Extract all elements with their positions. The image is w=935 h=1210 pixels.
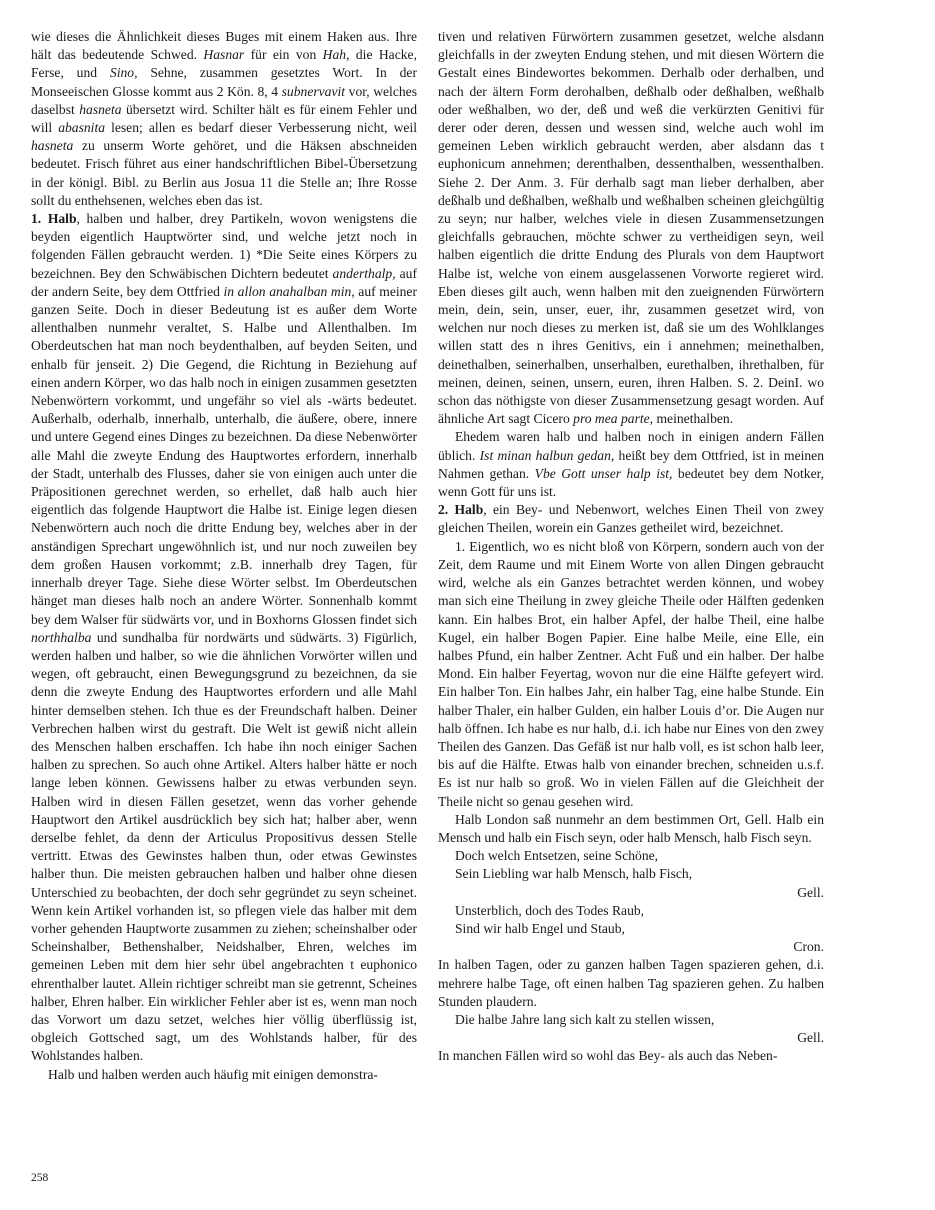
text: tiven und relativen Fürwörtern zusammen gesetzet, welche alsdann gleichfalls in der zweyten Endung stehen, und mit diesen Wörtern die Gestalt eines Bindewortes bekommen. Derhalb oder derhalben, und nach der ältern Form derohalben, deßhalb oder deßhalben, weßhalb oder weßhalben, wo der, deß und weß die verkürzten Genitivi für derer oder deren, dessen und wessen sind, welche auch wohl im gemeinen Leben wirklich gebraucht werden, aber alsdann das t euphonicum annehmen; derenthalben, dessenthalben, wessenthalben. Siehe 2. Der Anm. 3. Für derhalb sagt man lieber derhalben, aber deßhalb und deßhalben, weßhalb und weßhalben scheinen gleichgültig zu seyn; nur halber, welches viele in diesen Zusammensetzungen gleichfalls gebrauchen, möchte schwer zu vertheidigen seyn, weil halben eigentlich die dritte Endung des Plurals von dem Hauptwort Halbe ist, welche von einem ausgelassenen Vorworte regieret wird. Eben dieses gilt auch, wenn halben mit den zueignenden Fürwörtern mein, dein, sein, unser, euer, ihr, zusammen gesetzet wird, von welchen nur noch dieses zu merken ist, daß sie um des Wohlklanges willen statt des n ihres Genitivs, ein i annehmen; meinethalben, deinethalben, seinerhalben, unserhalben, eurethalben, ihrethalben, für meinen, deinen, seinen, unsern, euren, ihren Halben. S. 2. DeinI. wo schon das nöthigste von dieser Zusammensetzung gesagt worden. Auf ähnliche Art sagt Cicero: [438, 29, 824, 427]
italic-term: Vbe Gott unser halp ist,: [534, 465, 673, 481]
text: für ein von: [244, 47, 323, 63]
verse-line: Sind wir halb Engel und Staub,: [455, 920, 625, 936]
paragraph-demonstrative: Halb und halben werden auch häufig mit einigen demonstra-: [48, 1066, 378, 1082]
verse-line: Sein Liebling war halb Mensch, halb Fisch,: [455, 866, 693, 882]
text: und sundhalba für nordwärts und südwärts. 3) Figürlich, werden halben und halber, so wie die ähnlichen Vorwörter willen und wegen, oft gebraucht, einen Bewegungsgrund zu bezeichnen, da sie denn die zweyte Endung des Hauptwortes erfordern und alle Mahl hinter demselben stehen. Ich thue es der Freundschaft halben. Deiner Verbrechen halben wirst du gestraft. Die Welt ist gewiß nicht allein des Menschen halben erschaffen. Ich habe ihn noch einiger Sachen halben zu sprechen. So auch ohne Artikel. Alters halber hätte er noch lange leben können. Gewissens halber zu etwas verbunden seyn. Halben wird in diesen Fällen gesetzet, wenn das vorher gehende Hauptwort den Artikel ausdrücklich bey sich hat; halber aber, wenn derselbe fehlet, da denn der Articulus Propositivus dessen Stelle vertritt. Etwas des Gewinstes halben thun, oder etwas Gewinstes halber thun. Die meisten gebrauchen halben und halber ohne diesen Unterschied zu beobachten, der doch sehr gegründet zu seyn scheinet. Wenn kein Artikel vorhanden ist, so pflegen viele das halber mit dem vorher gehenden Hauptworte zusammen zu ziehen; scheinshalber oder Scheinshalber, Bethenshalber, Neidshalber, Ehren, welches im gemeinen Leben mit dem hier sehr übel angebrachten t euphonico ehrenthalber lautet. Allein richtiger schreibt man sie getrennt, Scheines halber, Ehren halber. Ein wirklicher Fehler aber ist es, wenn man noch das Vorwort um dazu setzet, welches hier völlig überflüssig ist, obgleich Gottsched sagt, um des Wohlstands halber, für des Wohlstandes halben.: [31, 629, 417, 1064]
text: , ein Bey- und Nebenwort, welches Einen Theil von zwey gleichen Theilen, worein ein Ganzes getheilet wird, bezeichnet.: [438, 502, 824, 536]
text: meinethalben.: [653, 411, 734, 427]
italic-term: pro mea parte,: [573, 411, 654, 427]
text: Ehedem waren halb und halben noch in einigen andern Fällen üblich.: [438, 429, 824, 463]
text: auf meiner ganzen Seite. Doch in dieser Bedeutung ist es außer dem Worte allenthalben nunmehr veraltet, S. Halbe und Allenthalben. Im Oberdeutschen hat man noch beydenthalben, auf beyden Seiten, und enhalb für jenseit. 2) Die Gegend, die Richtung in Beziehung auf einen andern Körper, wo das halb noch in einigen zusammen gesetzten Nebenwörtern vorkommt, und ungefähr so viel als -wärts bedeutet. Außerhalb, oderhalb, innerhalb, unterhalb, die äußere, obere, innere und untere Gegend eines Dinges zu bezeichnen. Da diese Nebenwörter alle Mahl die zweyte Endung des Hauptwortes erfordern, innerhalb der Stadt, unterhalb des Flusses, daher sie von einigen auch unter die Präpositionen gerechnet werden, so erhellet, daß halb auch hier eigentlich das folgende Hauptwort die Halbe ist. Einige legen diesen Nebenwörtern auch noch die dritte Endung bey, welches aber in der anständigen Sprechart ungewöhnlich ist, und nur noch zuweilen bey dem großen Hausen vorkommt; z.B. innerhalb drey Tagen, für innerhalb dreyer Tage. Siehe diese Wörter selbst. Im Oberdeutschen hänget man dieses halb noch an andere Wörter. Sonnenhalb kommt bey dem Walser für südwärts vor, und in Boxhorns Glossen findet sich: [31, 283, 417, 627]
text: heißt bey dem Ottfried, ist in meinen Nahmen gethan.: [438, 447, 825, 481]
paragraph-ehedem: [438, 428, 824, 501]
text: , halben und halber, drey Partikeln, wovon wenigstens die beyden eigentlich Hauptwörter sind, und welche jetzt noch in folgenden Fällen gebraucht werden. 1) *Die Seite eines Körpers zu bezeichnen. Bey den Schwäbischen Dichtern bedeutet: [31, 211, 417, 281]
italic-term: subnervavit: [281, 83, 346, 99]
paragraph-continuation: [438, 28, 824, 428]
italic-term: anderthalp,: [332, 265, 396, 281]
text: bedeutet bey dem Notker, wenn Gott für uns ist.: [438, 465, 825, 500]
verse-line: Die halbe Jahre lang sich kalt zu stellen wissen,: [455, 1011, 715, 1027]
paragraph-manchen: In manchen Fällen wird so wohl das Bey- als auch das Neben-: [438, 1048, 778, 1064]
text: zu unserm Worte gehöret, und die Häksen abschneiden bedeutet. Frisch führet aus einer handschriftlichen Bibel-Übersetzung in der königl. Bibl. zu Berlin aus Josua 11 die Stelle an; Ihre Rosse sollt du enthehsenen, welches eben das ist.: [31, 138, 417, 208]
text: lesen; allen es bedarf dieser Verbesserung nicht, weil: [105, 120, 418, 136]
italic-term: abasnita: [58, 120, 106, 136]
entry-headword: 1. Halb: [31, 211, 77, 227]
left-column: [31, 28, 417, 1084]
paragraph-london: Halb London saß nunmehr an dem bestimmen Ort, Gell. Halb ein Mensch und halb ein Fisch seyn, oder halb Mensch, halb Fisch seyn.: [438, 811, 824, 845]
italic-term: Sino,: [109, 65, 138, 81]
italic-term: Ist minan halbun gedan,: [479, 447, 615, 463]
text: übersetzt wird. Schilter hält es für einem Fehler und will: [31, 101, 417, 136]
page-number: 258: [31, 1172, 49, 1184]
verse-attribution: Cron.: [793, 939, 824, 955]
entry-halb-1: [31, 210, 417, 1066]
paragraph-halben-tagen: In halben Tagen, oder zu ganzen halben Tagen spazieren gehen, d.i. mehrere halbe Tage, oft einen halben Tag spazieren gehen. Zu halben Stunden plaudern.: [438, 957, 824, 1009]
italic-term: hasneta: [79, 101, 122, 117]
italic-term: hasneta: [31, 138, 74, 154]
verse-line: Unsterblich, doch des Todes Raub,: [455, 902, 645, 918]
italic-term: Hasnar: [203, 47, 245, 63]
text: auf der andern Seite, bey dem Ottfried: [31, 265, 417, 299]
paragraph-eigentlich: 1. Eigentlich, wo es nicht bloß von Körpern, sondern auch von der Zeit, dem Raume und mit Einem Worte von allen Dingen gebraucht wird, welche als ein Ganzes betrachtet werden können, und wobey man sich eine Theilung in zwey gleiche Theile oder Hälften gedenken kann. Ein halbes Brot, ein halber Apfel, der halbe Theil, eine halbe Kugel, ein halber Bogen Papier. Eine halbe Meile, eine Elle, ein halbes Pfund, ein halber Zentner. Acht Fuß und ein halber. Der halbe Mond. Ein halber Feyertag, wovon nur die eine Hälfte gefeyert wird. Ein halber Ton. Ein halbes Jahr, ein halber Tag, eine halbe Stunde. Ein halber Thaler, ein halber Gulden, ein halber Louis d’or. Die Augen nur halb öffnen. Ich habe es nur halb, d.i. ich habe nur Eines von den zwey Theilen des Ganzen. Das Gefäß ist nur halb voll, es ist schon halb leer, bis auf die Hälfte. Etwas halb von einander brechen, schneiden u.s.f. Es ist nur halb so groß. Wo in vielen Fällen auf die Gleichheit der Theile nicht so genau gesehen wird.: [438, 538, 824, 809]
text: wie dieses die Ähnlichkeit dieses Buges mit einem Haken aus. Ihre hält das bedeutende Schwed.: [31, 29, 417, 63]
italic-term: northhalba: [31, 629, 92, 645]
italic-term: in allon anahalban min,: [223, 283, 355, 299]
entry-halb-2: [438, 501, 824, 537]
verse-line: Doch welch Entsetzen, seine Schöne,: [455, 848, 659, 864]
entry-headword: 2. Halb: [438, 502, 484, 518]
text: die Hacke, Ferse, und: [31, 47, 417, 81]
right-column: [438, 28, 824, 1066]
paragraph-hasnar: [31, 28, 417, 210]
verse-attribution: Gell.: [797, 1030, 824, 1046]
italic-term: Hah,: [322, 47, 350, 63]
text: vor, welches daselbst: [31, 83, 417, 117]
text: Sehne, zusammen gesetztes Wort. In der Monseeischen Glosse kommt aus 2 Kön. 8, 4: [31, 65, 417, 99]
verse-attribution: Gell.: [797, 884, 824, 900]
